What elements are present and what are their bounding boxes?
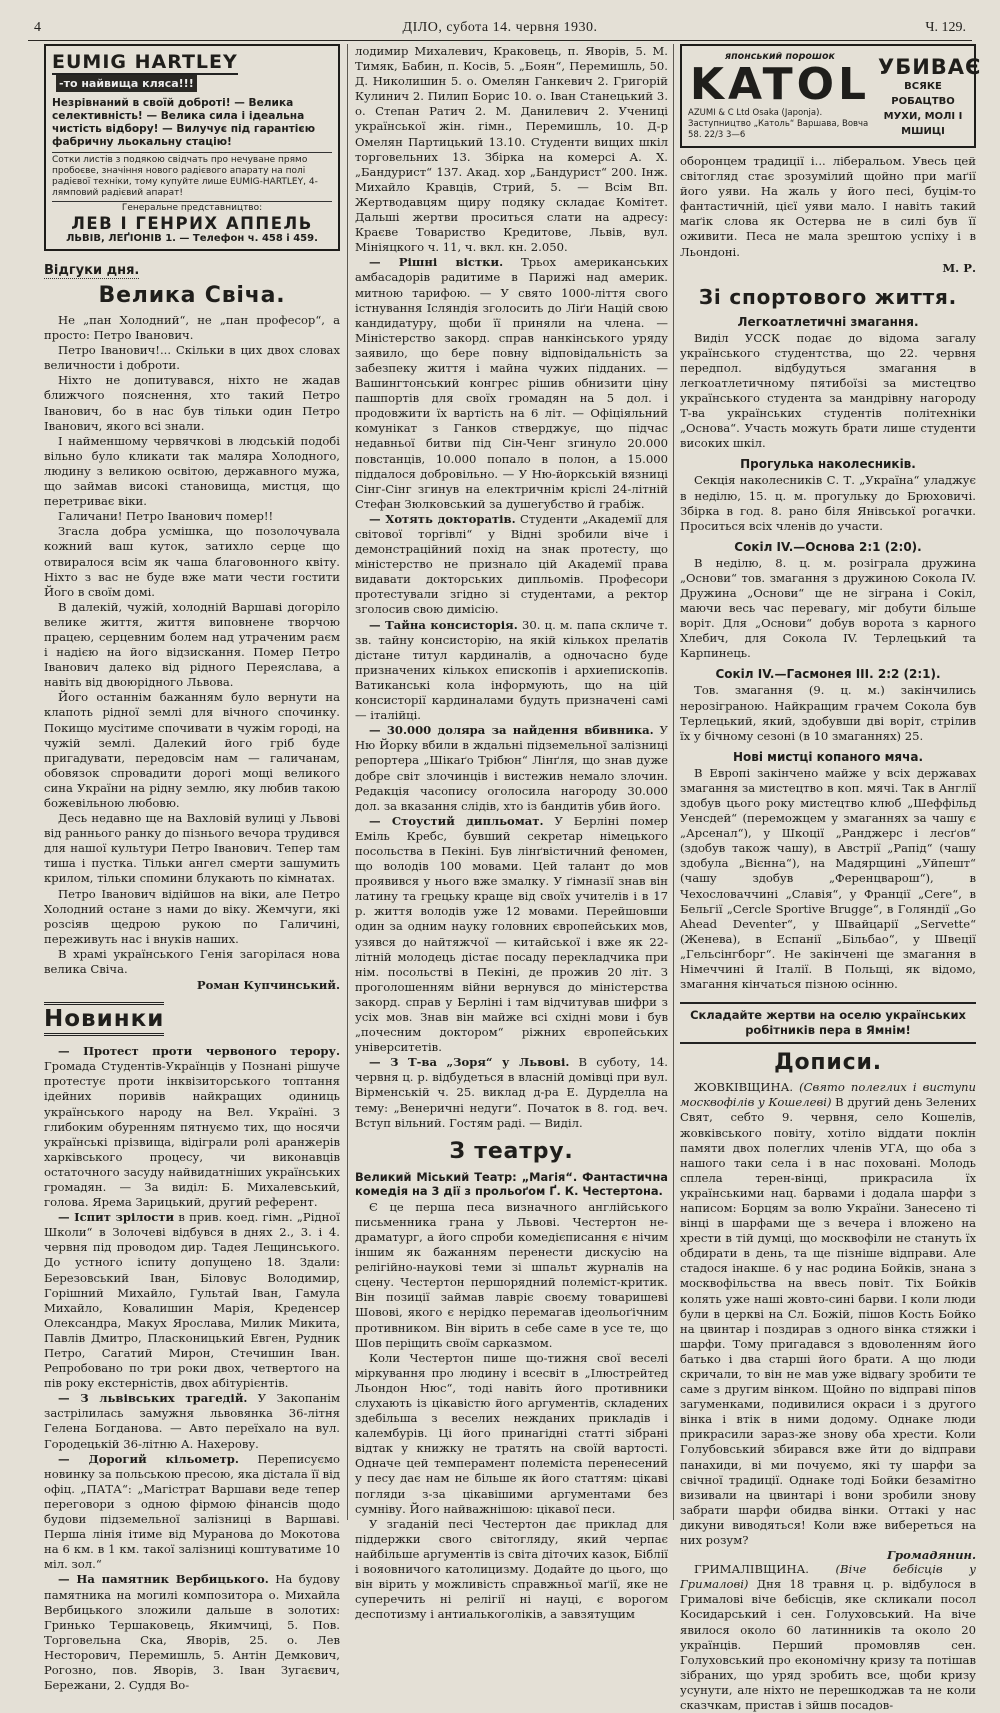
ad-address: ЛЬВІВ, ЛЕҐІОНІВ 1. — Телефон ч. 458 і 459. [66, 233, 318, 244]
news-headline: — Хотять докторатів. [369, 511, 516, 526]
article-title: Велика Свіча. [98, 283, 286, 308]
news-item [44, 1044, 340, 1210]
ad-katol-line: МУХИ, МОЛІ І МШИЦІ [883, 111, 963, 137]
news-item [44, 1391, 340, 1451]
sport-subhead: Сокіл IV.—Гасмонея III. 2:2 (2:1). [715, 667, 941, 682]
article-paragraph: Його останнім бажанням було вернути на клапоть рідної землі для вічного спочинку. Покищо мусітиме спочивати в чужім городі, на чужій землі. Далекий його гріб буде пригадувати, передовсім нам — галичанам, обовязок спровадити дорогі мощі великого сина України на рідну землю, яку любив такою божевільною любовю. [44, 690, 340, 810]
news-headline: — Дорогий кільометр. [58, 1451, 239, 1466]
sport-subhead: Сокіл IV.—Основа 2:1 (2:0). [734, 539, 922, 554]
sport-subhead: Легкоатлетичні змагання. [737, 314, 919, 329]
news-text: Громада Студентів-Українців у Познані рішуче протестує проти інквізиторського топтання ідейних поривів найкращих одиниць українського народу на Вел. Україні. З глибоким обуренням пятнуємо тих, що носячи українські прізвища, відіграли ролі аранжерів харківського процесу, чи виконавців остаточного засуду найвидатніших українських громадян. — За виділ: Б. Михалевський, голова. Ярема Зарицький, другий референт. [44, 1059, 340, 1210]
theatre-paragraph: У згаданій песі Честертон дає приклад для піддержки свого світогляду, який черпає найбільше аргументів із світа діточих казок, Біблії і вояовничого католицизму. Додайте до цього, що він вірить у можливість справжньої маґії, яке не суперечить ні релігії ні науці, є ворогом деспотизму і антиалькоголіків, а завзятущим [355, 1516, 668, 1622]
theatre-paragraph: Є це перша песа визначного англійського письменника грана у Львові. Честертон не-драматург, а його спроби комедієписання є нічим іншим як бажанням перенести дискусію на релігійно-наукові теми зі шпальт журналів на сцену. Честертон першорядний полеміст-критик. Він позиції займав лавріє своєму товаришеві Шовові, якого є нерідко перемагав ідеольоґічним противником. Він вірить в себе саме в усе те, що Шов періщить своїм сарказмом. [355, 1199, 668, 1350]
news-list [44, 1044, 340, 1693]
article-paragraph: В храмі українського Генія загорілася нова велика Свіча. [44, 946, 340, 977]
article-paragraph: Петро Іванович відійшов на віки, але Петро Холодний остане з нами до віку. Жемчуги, які розсіяв щедрою рукою по Галичині, переживуть нас і внуків наших. [44, 886, 340, 946]
sport-paragraph: В Европі закінчено майже у всіх державах змагання за мистецтво в коп. мячі. Так в Англії здобув цього року мистецтво клюб „Шеффільд Уенсдей“ (переможцем у змаганнях за чашу є „Арсенал“), у Шкоції „Ранджерс і лесґов“ (здобув також чашу), в Австрії „Рапід“ (чашу здобула „Вієнна“), на Мадярщині „Уйпешт“ (чашу здобув „Ференцварош“), в Чехословаччині „Славія“, у Франції „Cere“, в Бельгії „Cercle Sportive Brugge“, в Голяндії „Go Ahead Deventer“, у Швайцарії „Servette“ (Женева), в Еспанії „Більбао“, у Швеції „Гельсінгборг“. Не закінчені ще змагання в Німеччині й Італії. В Польщі, як відомо, змагання кінчаться пізною осінню. [680, 765, 976, 992]
sport-list [680, 315, 976, 993]
news-headline: — Іспит зрілости [58, 1210, 175, 1225]
page-header [28, 14, 972, 41]
ad-tagline: -то найвища кляса!!! [56, 75, 197, 92]
news-text: У Закопанім застрілилась замужня львовянка 36-літня Гелена Богданова. — Авто переїхало на вул. Городецькій 36-літню А. Нахерову. [44, 1391, 340, 1451]
news-headline: — Рішні вістки. [369, 255, 504, 270]
column-rule [673, 44, 674, 1520]
sport-paragraph: Секція наколесників С. Т. „Україна“ уладжує в неділю, 15. ц. м. прогульку до Брюховичі. Збірка в год. 8. рано біля Янівської рогачки. Проситься всіх членів до участи. [680, 473, 976, 533]
ad-eumig [44, 44, 340, 251]
dopys-signature: Громадянин. [886, 1548, 976, 1563]
news-text: На будову памятника на могилі композитора о. Михайла Вербицького зложили дальше в золотих: Гринько Тершаковець, Якимчиці, 5. Пов. Торговельна Ска, Яворів, 25. о. Лев Несторович, Перемишль, 5. Антін Демкович, Рогозно, пов. Яворів, 3. Іван Зугаєвич, Бережани, 2. Суддя Во- [44, 1572, 340, 1693]
news-item [355, 255, 668, 512]
ad-katol-footer: AZUMI & C Ltd Osaka (Japonja). Заступництво „Католь“ Варшава, Вовча 58. 22/3 3—6 [688, 108, 869, 140]
theatre-paragraph: Коли Честертон пише що-тижня свої веселі міркування про людину і всесвіт в „Ілюстрейтед Льондон Нюс“, тоді навіть його противники слухають із цікавістю його аргументів, складених здебільша з веселих нежданих прикладів і калембурів. Ці його принагідні статті зібрані відтак у книжку не тратять на своїй вартості. Одначе цей темперамент полеміста перенесений у песу дає нам не більше як його статтям: цікаві погляди з-за цікавішими аргументами без сумніву. Його найважнішою: цікавої песи. [355, 1350, 668, 1516]
ad-katol-logo: KATOL [689, 59, 871, 110]
news-section-title: Новинки [44, 1002, 164, 1036]
dopys-place: ГРИМАЛІВЩИНА. [694, 1562, 809, 1577]
article-body [44, 313, 340, 977]
dopys-item [680, 1562, 976, 1713]
article-paragraph: Ніхто не допитувався, ніхто не жадав ближчого пояснення, хто такий Петро Іванович, бо в нас був тільки один Петро Іванович, якого всі знали. [44, 373, 340, 433]
sport-subhead: Нові мистці копаного мяча. [732, 749, 924, 764]
ad-katol [680, 44, 982, 148]
issue-number: Ч. 129. [925, 20, 966, 35]
section-kicker: Відгуки дня. [44, 263, 140, 278]
ad-features: Незрівнаний в своїй доброті! — Велика селективність! — Велика сила і ідеальна чистість відбору! — Вилучує під гарантією фабричну льокальну стацію! [52, 97, 315, 148]
theatre-lead: Великий Міський Театр: „Магія“. Фантастична комедія на 3 дії з прольоґом Ґ. К. Честертона. [355, 1169, 668, 1198]
article-paragraph: В далекій, чужій, холодній Варшаві догоріло велике життя, життя виповнене творчою працею, серцевним болем над утраченим раєм і надією на його відзискання. Помер Петро Іванович далеко від рідного Переяслава, а навіть від двоюрідного Львова. [44, 599, 340, 690]
news-headline: — На памятник Вербицького. [58, 1572, 269, 1587]
news-text: Трьох американських амбасадорів радитиме в Парижі над америк. митною тарифою. — У свято 1000-ліття свого істнування Ісляндія зголосить до Ліґи Націй свою кандидатуру, щоби її приняли на члена. — Міністерство закорд. справ нанкінського уряду заявило, що бере повну відповідальність за забезпеку життя і майна чужих підданих. — Вашингтонський конгрес рішив обнизити ціну пашпортів для своїх громадян на 5 дол. і продовжити їх вартість на 6 літ. — Офіціяльний комунікат з Ганков стверджує, що підчас недавньої битви під Сін-Ченг згинуло 20.000 повстанців, 10.000 попало в полон, а 15.000 піддалося добровільно. — У Ню-йоркській вязниці Сінг-Сінг згинув на електричнім кріслі 24-літній Стефан Зюлковський за душегубство й грабіж. [355, 255, 668, 511]
article-paragraph: Галичани! Петро Іванович помер!! [58, 509, 274, 524]
article-paragraph: Петро Іванович!... Скільки в цих двох словах величности і доброти. [44, 343, 340, 373]
column-2 [355, 44, 668, 1622]
continuation-signature: М. Р. [942, 260, 976, 275]
sport-paragraph: В неділю, 8. ц. м. розіграла дружина „Основи“ тов. змагання з дружиною Сокола IV. Дружина „Основи“ ще не зіграна і Сокіл, маючи весь час перевагу, міг добути більше воріт. Для „Основи“ добув ворота з карного Хлебич, для Сокола IV. Терлецький та Карпинець. [680, 555, 976, 661]
dopys-subtitle: (Свято полеглих і виступи москвофілів у Кошелеві) [680, 1080, 976, 1110]
news-item [355, 723, 668, 814]
dopys-item [680, 1080, 976, 1548]
dopys-place: ЖОВКІВЩИНА. [694, 1080, 794, 1095]
news-text: У Ню Йорку вбили в ждальні підземельної залізниці репортера „Шікаґо Трібюн“ Лінґля, що знав дуже добре світ злочинців і вистежив немало злочин. Редакція часопису оголосила нагороду 30.000 дол. за вказання слідів, хто із бандитів убив його. [355, 723, 668, 813]
news-headline: — Стоустий дипльомат. [369, 813, 544, 828]
ad-katol-line: ВСЯКЕ РОБАЦТВО [891, 81, 955, 107]
article-paragraph: Десь недавно ще на Вахловій вулиці у Львові від раннього ранку до пізнього вечора трудився для нашої культури Петро Іванович. Тепер там тиша і пустка. Тільки ангел смерти зашумить крилом, тільки спомини блукають по кімнатах. [44, 811, 340, 886]
news-text: У Берліні помер Еміль Кребс, бувший секретар німецького посольства в Пекіні. Був лінґвістичний феномен, що володів 100 мовами. Цей талант до мов проявився у нього вже змалку. У ґімназії знав він латину та грецьку краще від своїх учителів і в 17 р. життя володів уже 12 мовами. Перейшовши один за одним науку головних європейських мов, узявся до найтяжчої — китайської і вже як 22-літній молодець дістає посаду перекладчика при нім. посольстві в Пекіні, де прожив 20 літ. З проголошенням війни вернувся до міністерства закорд. справ у Берліні і там відчитував шифри з усіх мов. Знав він майже всі східні мови і був „почесним доктором“ ріжних європейських університетів. [355, 813, 668, 1055]
news-item [355, 512, 668, 618]
ad-representation: Генеральне представництво: [52, 201, 332, 213]
dopysy-title: Дописи. [774, 1050, 882, 1076]
theatre-body [355, 1200, 668, 1623]
sport-title: Зі спортового життя. [698, 284, 958, 309]
theatre-title: З театру. [449, 1138, 574, 1164]
news-headline: — Тайна консисторія. [369, 617, 518, 632]
news-list [355, 255, 668, 1130]
news-headline: — З львівських трагедій. [58, 1391, 248, 1406]
news-text: 30. ц. м. папа скличе т. зв. тайну консисторію, на якій кількох прелатів дістане титул кардиналів, а одночасно буде призначених кількох епископів і архиепископів. Ватиканські кола інформують, що на цій консисторії кардиналами будуть призначені самі — італійці. [355, 617, 668, 723]
news-headline: — 30.000 доляра за найдення вбивника. [369, 723, 654, 738]
article-paragraph: Згасла добра усмішка, що позолочувала кожний ваш куток, затихло серце що отвиралося всім як чаша благовонного квіту. Ніхто з вас не буде вже мати чести гостити Його в своїм домі. [44, 524, 340, 599]
continuation-text: оборонцем традиції і... ліберальом. Увесь цей світогляд стає зрозумілий щойно при маґії його уяви. На жаль у його песі, буцім-то фантастичній, цієї уяви мало. І навіть такий маґік слова як Остерва не в силі був її оживити. Песа не мала зрештою успіху і в Льондоні. [680, 154, 976, 259]
column-1 [44, 44, 340, 1693]
sport-paragraph: Тов. змагання (9. ц. м.) закінчились нерозіграною. Найкращим грачем Сокола був Терлецький, який, здобувши дві воріт, стрілив їх у бічному сезоні (в 10 змаганнях) 25. [680, 683, 976, 743]
appeal-box: Складайте жертви на оселю українських робітників пера в Ямнім! [680, 1002, 976, 1044]
ad-katol-headline: УБИВАЄ [878, 55, 982, 79]
article-byline: Роман Купчинський. [196, 978, 340, 993]
news-item [44, 1210, 340, 1391]
article-paragraph: І найменшому червячкові в людській подобі вільно було кликати так маляра Холодного, людину з великою освітою, державного мужа, що займав високі становища, мистця, що перетриває віки. [44, 433, 340, 509]
dopysy-list [680, 1080, 976, 1713]
column-rule [347, 44, 348, 1520]
news-text: В суботу, 14. червня ц. р. відбудеться в власній домівці при вул. Вірменській ч. 25. виклад д-ра Е. Дурделла на тему: „Венеричні недуги“. Початок в 8. год. веч. Вступ вільний. Гостям раді. — Виділ. [355, 1055, 668, 1130]
dopys-subtitle: (Віче бебісців у Грималові) [680, 1562, 976, 1592]
column-3 [680, 44, 982, 1712]
continuation-text: лодимир Михалевич, Краковець, п. Яворів, 5. М. Тимяк, Бабин, п. Косів, 5. „Боян“, Перемишль, 50. Д. Николишин 5. о. Омелян Ганкевич 2. Григорій Кулинич 2. Пилип Борис 10. о. Іван Станецький 3. о. Степан Ратич 2. М. Данилевич 2. Учениці української жін. гімн., Перемишль, 10. Д-р Омелян Партицький 13.10. Студенти вищих шкіл торговельних 13. Збірка на комерсі А. Х. „Бандурист“ 137. Акад. хор „Бандурист“ 200. Інж. Михайло Кравців, Стрий, 5. — Всім Вп. Жертводавцям щиру подяку складає Комітет. Дальші жертви проситься слати на адресу: Краєве Товариство Кредитове, Львів, вул. Мініяцкого ч. 11, ч. вкл. кн. 2.050. [355, 44, 668, 255]
sport-paragraph: Виділ УССК подає до відома загалу українського студентства, що 22. червня передпол. відбудуться змагання в легкоатлетичному пятибоїзі за мистецтво українського студента за мандрівну нагороду Т-ва українських студентів політехніки „Основа“. Участь можуть брати лише студенти високих шкіл. [680, 330, 976, 451]
ad-small-text: Сотки листів з подякою свідчать про нечуване прямо пробоєве, значіння нового радієвого апарату на полі радієвої техніки, тому купуйте лише EUMIG-HARTLEY, 4-лямповий радієвий апарат! [52, 152, 332, 199]
news-text: Студенти „Академії для світової торгівлі“ у Відні зробили віче і демонстраційний похід на знак протесту, що міністерство не признало цій Академії права видавати докторських дипльомів. Професори протестували згідно зі студентами, а ректор зголосив свою димісію. [355, 511, 668, 617]
ad-katol-pre: японський порошок [725, 51, 835, 62]
news-item [355, 1055, 668, 1130]
news-text: Переписуємо новинку за польською пресою, яка дістала її від офіц. „ПАТА“: „Магістрат Варшави веде тепер переговори з одною фірмою фінансів щодо будови підземельної залізниці в Варшаві. Перша лінія ітиме від Муранова до Мокотова на 6 км. в 1 км. такої залізниці коштуватиме 10 міл. зол.“ [44, 1451, 340, 1572]
news-headline: — З Т-ва „Зоря“ у Львові. [369, 1055, 570, 1070]
ad-dealer: ЛЕВ І ГЕНРИХ АППЕЛЬ [71, 214, 313, 233]
sport-subhead: Прогулька наколесників. [740, 457, 916, 472]
dopys-text: В другий день Зелених Свят, себто 9. червня, село Кошелів, жовківського повіту, хотіло віддати поклін памяти двох полеглих членів УГА, що оба з нашого таки села і в нас поховані. Молодь сплела терен-вінці, прикрасила їх українськими нац. барвами і додала шарфи з написом: Борцям за волю України. Занесено ті вінці в шарфами ще з вечера і вложено на хрести в тій думці, що москвофіли не стануть їх обдирати в день, та ще пізніше відправи. Але стадося інакше. 6 у нас родина Бойків, знана з москвофільства на ввесь повіт. Тіх Бойків колять уже наші жовто-сині барви. І коли люди були в церкві на Сл. Божій, пішов Кость Бойко на цвинтар і поздирав з одного вінка стяжки і шарфи. Тому пригадався з вдоволенням його батько і два старші його брати. А що люди скричали, то він не мав уже відвагу зробити те саме з другим вінком. Щойно по відправі піпов загуменками, подивилися окраси і з другого вінка і втік в ними додому. Однаке люди прикрасили зараз-же знову оба хрести. Коли Голубовський збирався вже йти до відправи панахиди, ві ми почуємо, які ту шарфи за свічної традиції. Однаке тоді Бойки безамітно визивали на цвинтарі і вони зробили знову забрати шарфи обидва вінки. Оттакі у нас дикуни виводяться! Коли вже вибереться на них розум? [680, 1095, 976, 1548]
news-item [44, 1572, 340, 1693]
dopys-text: Дня 18 травня ц. р. відбулося в Грималові віче бебісців, яке скликали посол Косидарський і сен. Голуховський. На віче явилося около 60 латинників та около 20 українців. Перший промовляв сен. Голуховський про економічну кризу та потішав зібраних, що уряд зробить все, щоби кризу усунути, але ніхто не перешкоджав та не коли сказчкам, пристав і зйшв посадов- [680, 1577, 976, 1712]
news-headline: — Протест проти червоного терору. [58, 1044, 340, 1059]
news-item [355, 618, 668, 724]
news-text: в прив. коед. гімн. „Рідної Школи“ в Золочеві відбувся в днях 2., 3. і 4. червня під проводом дир. Тадея Лещинського. До устного іспиту допущено 18. Здали: Березовський Іван, Біловус Володимир, Горішний Михайло, Гультай Іван, Гамула Михайло, Ковалишин Марія, Креденсер Олександра, Макух Ярослава, Милик Микита, Павлів Дмитро, Пласконицький Евген, Рудник Петро, Сагатий Мирон, Стечишин Іван. Репробовано по три роки двох, четвертого на пів року екстерністів, двох абітурієнтів. [44, 1210, 340, 1391]
news-item [355, 814, 668, 1056]
article-paragraph: Не „пан Холодний“, не „пан професор“, а просто: Петро Іванович. [44, 313, 340, 343]
ad-brand: EUMIG HARTLEY [52, 51, 238, 73]
page-number: 4 [34, 20, 41, 35]
masthead: ДІЛО, субота 14. червня 1930. [402, 20, 598, 35]
news-item [44, 1452, 340, 1573]
